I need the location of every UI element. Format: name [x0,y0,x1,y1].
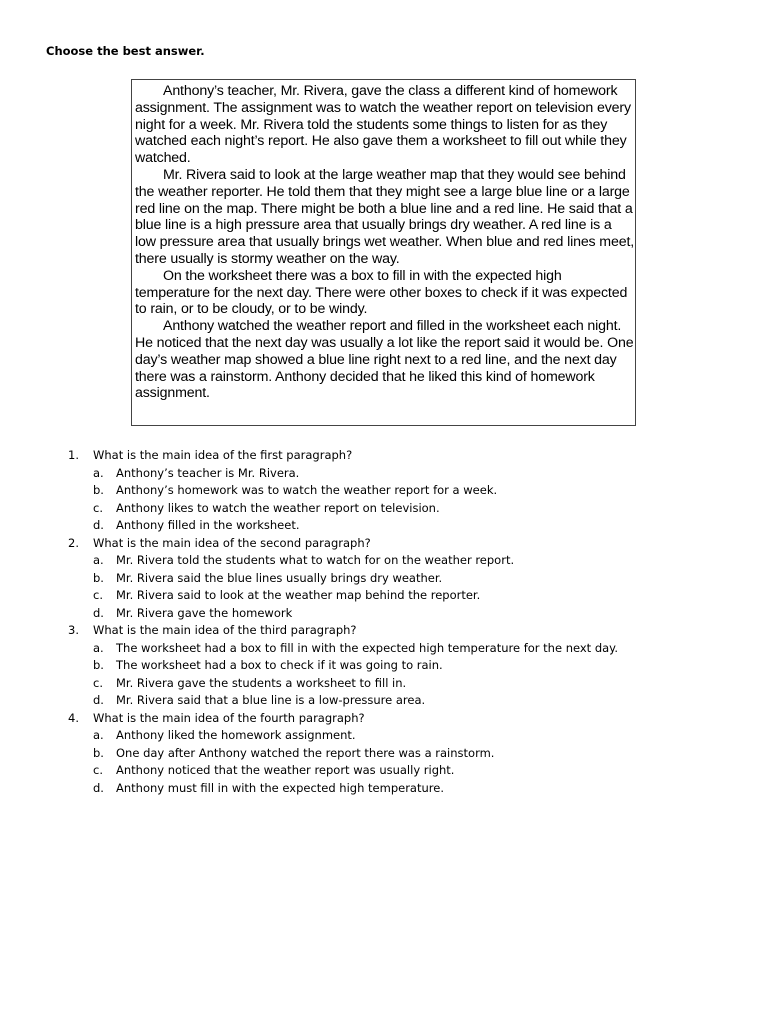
option-letter: b. [93,658,104,672]
passage-paragraph-2: Mr. Rivera said to look at the large weather map that they would see behind the weather reporter. He told them that they might see a large blue line or a large red line on the map. There might be both a blue line and a red line. He said that a blue line is a high pressure area that usually brings dry weather. A red line is a low pressure area that usually brings wet weather. When blue and red lines meet, there usually is stormy weather on the way. [135,166,635,267]
answer-option-1b[interactable] [0,482,768,500]
option-text: Mr. Rivera said the blue lines usually brings dry weather. [116,570,443,585]
question-number: 4. [68,710,79,725]
option-letter: a. [93,465,104,480]
option-text: Mr. Rivera told the students what to watch for on the weather report. [116,553,515,567]
question-text: What is the main idea of the third paragraph? [93,623,357,637]
passage-paragraph-1: Anthony’s teacher, Mr. Rivera, gave the class a different kind of homework assignment. The assignment was to watch the weather report on television every night for a week. Mr. Rivera told the students some things to listen for as they watched each night’s report. He also gave them a worksheet to fill out while they watched. [135,83,631,167]
option-letter: b. [93,483,104,497]
answer-option-4a[interactable] [0,727,768,745]
option-letter: c. [93,588,103,602]
answer-option-1c[interactable] [0,500,768,518]
answer-option-4b[interactable] [0,745,768,763]
instruction-heading: Choose the best answer. [46,44,205,58]
option-text: Anthony liked the homework assignment. [116,728,356,742]
answer-option-4d[interactable] [0,780,768,798]
option-letter: a. [93,553,104,567]
option-text: Mr. Rivera said that a blue line is a low-pressure area. [116,693,426,707]
option-text: One day after Anthony watched the report there was a rainstorm. [116,745,495,760]
answer-option-3d[interactable] [0,692,768,710]
question-text: What is the main idea of the fourth paragraph? [93,710,365,725]
option-letter: d. [93,780,104,795]
option-letter: d. [93,605,104,620]
answer-option-2a[interactable] [0,552,768,570]
question-text: What is the main idea of the second paragraph? [93,535,371,550]
question-4 [0,710,768,728]
option-letter: c. [93,763,103,777]
reading-passage [131,79,636,426]
option-text: The worksheet had a box to check if it was going to rain. [116,658,443,672]
option-text: Anthony’s teacher is Mr. Rivera. [116,465,300,480]
option-text: The worksheet had a box to fill in with the expected high temperature for the next day. [116,640,618,655]
option-text: Anthony must fill in with the expected high temperature. [116,780,444,795]
question-list [0,447,768,797]
option-letter: a. [93,640,104,655]
answer-option-2b[interactable] [0,570,768,588]
option-letter: c. [93,500,103,515]
option-letter: d. [93,693,104,707]
question-number: 1. [68,448,79,462]
answer-option-3b[interactable] [0,657,768,675]
answer-option-2c[interactable] [0,587,768,605]
passage-paragraph-3: On the worksheet there was a box to fill in with the expected high temperature for the next day. There were other boxes to check if it was expected to rain, or to be cloudy, or to be windy. [135,267,628,318]
question-number: 2. [68,535,79,550]
option-letter: d. [93,518,104,532]
passage-paragraph-4: Anthony watched the weather report and filled in the worksheet each night. He noticed that the next day was usually a lot like the report said it would be. One day’s weather map showed a blue line right next to a red line, and the next day there was a rainstorm. Anthony decided that he liked this kind of homework assignment. [135,318,634,402]
option-letter: b. [93,745,104,760]
option-text: Anthony likes to watch the weather report on television. [116,500,440,515]
option-letter: c. [93,675,103,690]
option-text: Mr. Rivera gave the students a worksheet to fill in. [116,675,407,690]
answer-option-3c[interactable] [0,675,768,693]
question-text: What is the main idea of the first paragraph? [93,448,353,462]
answer-option-1a[interactable] [0,465,768,483]
option-letter: b. [93,570,104,585]
option-letter: a. [93,728,104,742]
question-number: 3. [68,623,79,637]
option-text: Mr. Rivera gave the homework [116,605,293,620]
option-text: Anthony noticed that the weather report was usually right. [116,763,455,777]
option-text: Anthony filled in the worksheet. [116,518,300,532]
question-2 [0,535,768,553]
option-text: Mr. Rivera said to look at the weather map behind the reporter. [116,588,481,602]
answer-option-1d[interactable] [0,517,768,535]
question-3 [0,622,768,640]
question-1 [0,447,768,465]
answer-option-3a[interactable] [0,640,768,658]
answer-option-2d[interactable] [0,605,768,623]
option-text: Anthony’s homework was to watch the weather report for a week. [116,483,498,497]
answer-option-4c[interactable] [0,762,768,780]
